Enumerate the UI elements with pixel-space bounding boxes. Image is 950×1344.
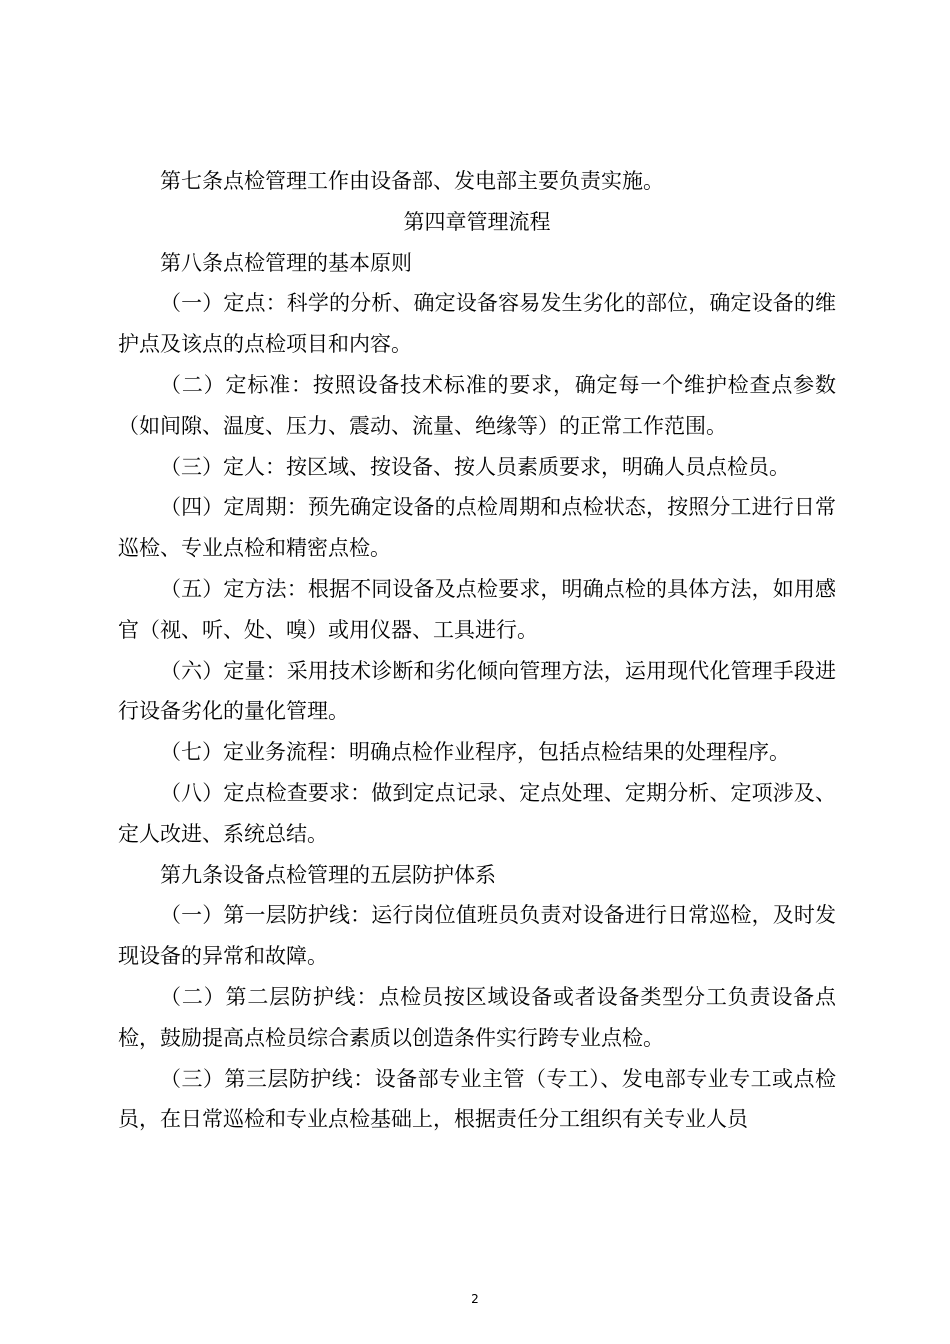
page-number: 2 — [471, 1292, 479, 1306]
principle-7: （七）定业务流程：明确点检作业程序，包括点检结果的处理程序。 — [160, 740, 790, 765]
principle-4: （四）定周期：预先确定设备的点检周期和点检状态，按照分工进行日常巡检、专业点检和精密点检。 — [118, 495, 836, 561]
principle-1: （一）定点：科学的分析、确定设备容易发生劣化的部位，确定设备的维护点及该点的点检项目和内容。 — [118, 291, 836, 357]
defense-line-3: （三）第三层防护线：设备部专业主管（专工）、发电部专业专工或点检员，在日常巡检和专业点检基础上，根据责任分工组织有关专业人员 — [118, 1066, 836, 1132]
principle-5: （五）定方法：根据不同设备及点检要求，明确点检的具体方法，如用感官（视、听、处、嗅）或用仪器、工具进行。 — [118, 576, 836, 642]
article-8-title: 第八条点检管理的基本原则 — [160, 250, 412, 275]
defense-line-1: （一）第一层防护线：运行岗位值班员负责对设备进行日常巡检，及时发现设备的异常和故障。 — [118, 903, 836, 969]
document-body — [118, 161, 836, 1140]
defense-line-2: （二）第二层防护线：点检员按区域设备或者设备类型分工负责设备点检，鼓励提高点检员综合素质以创造条件实行跨专业点检。 — [118, 984, 836, 1050]
principle-6: （六）定量：采用技术诊断和劣化倾向管理方法，运用现代化管理手段进行设备劣化的量化管理。 — [118, 658, 836, 724]
principle-8: （八）定点检查要求：做到定点记录、定点处理、定期分析、定项涉及、定人改进、系统总结。 — [118, 780, 836, 846]
chapter-4-heading: 第四章管理流程 — [403, 209, 551, 234]
principle-3: （三）定人：按区域、按设备、按人员素质要求，明确人员点检员。 — [160, 454, 790, 479]
article-9-title: 第九条设备点检管理的五层防护体系 — [160, 862, 496, 887]
article-7: 第七条点检管理工作由设备部、发电部主要负责实施。 — [160, 169, 664, 193]
principle-2: （二）定标准：按照设备技术标准的要求，确定每一个维护检查点参数（如间隙、温度、压力、震动、流量、绝缘等）的正常工作范围。 — [118, 372, 836, 438]
